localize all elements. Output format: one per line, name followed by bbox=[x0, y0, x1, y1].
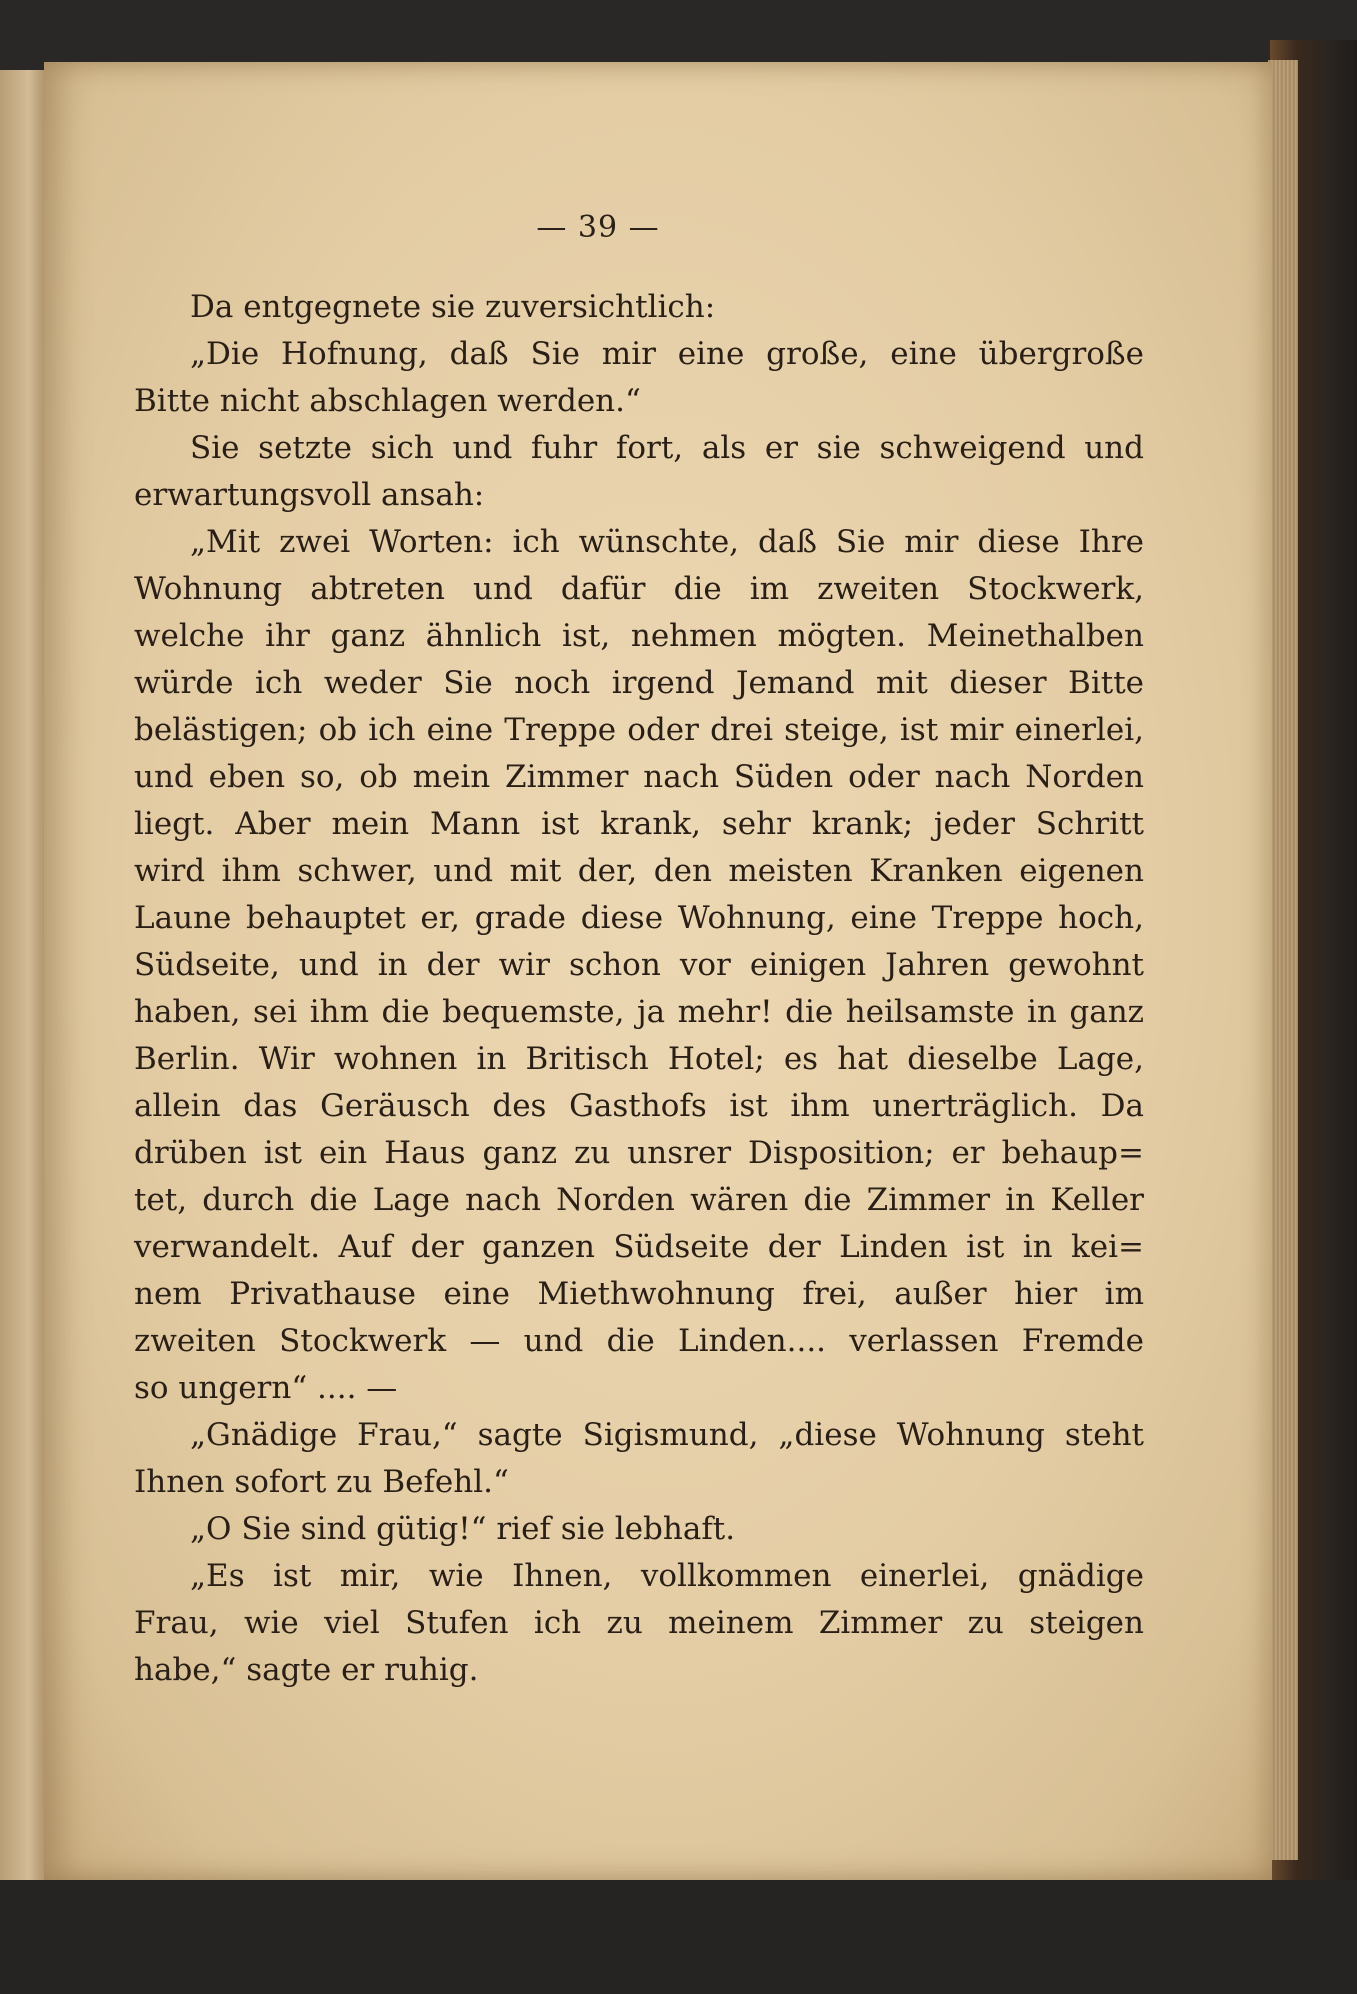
text-line: Frau, wie viel Stufen ich zu meinem Zimmer zu steigen bbox=[134, 1605, 1144, 1641]
text-line: wird ihm schwer, und mit der, den meisten Kranken eigenen bbox=[134, 853, 1144, 889]
text-line: „Gnädige Frau,“ sagte Sigismund, „diese Wohnung steht bbox=[190, 1417, 1144, 1453]
text-line: erwartungsvoll ansah: bbox=[134, 477, 485, 513]
text-line: Sie setzte sich und fuhr fort, als er sie schweigend und bbox=[190, 430, 1144, 466]
text-line: Laune behauptet er, grade diese Wohnung, eine Treppe hoch, bbox=[134, 900, 1144, 936]
text-line: „Die Hofnung, daß Sie mir eine große, eine übergroße bbox=[190, 336, 1144, 372]
page-block-edge bbox=[1268, 60, 1298, 1860]
text-line: verwandelt. Auf der ganzen Südseite der Linden ist in kei= bbox=[134, 1229, 1144, 1265]
text-line: „Mit zwei Worten: ich wünschte, daß Sie mir diese Ihre bbox=[190, 524, 1144, 560]
text-line: welche ihr ganz ähnlich ist, nehmen mögten. Meinethalben bbox=[134, 618, 1144, 654]
text-line: Bitte nicht abschlagen werden.“ bbox=[134, 383, 641, 419]
book-page bbox=[44, 62, 1272, 1880]
text-line: nem Privathause eine Miethwohnung frei, außer hier im bbox=[134, 1276, 1144, 1312]
page-number: — 39 — bbox=[536, 210, 660, 245]
text-line: belästigen; ob ich eine Treppe oder drei steige, ist mir einerlei, bbox=[134, 712, 1144, 748]
text-line: Wohnung abtreten und dafür die im zweiten Stockwerk, bbox=[134, 571, 1144, 607]
text-line: würde ich weder Sie noch irgend Jemand mit dieser Bitte bbox=[134, 665, 1144, 701]
text-line: und eben so, ob mein Zimmer nach Süden oder nach Norden bbox=[134, 759, 1144, 795]
text-line: tet, durch die Lage nach Norden wären die Zimmer in Keller bbox=[134, 1182, 1144, 1218]
body-text bbox=[134, 284, 1144, 1694]
text-line: drüben ist ein Haus ganz zu unsrer Disposition; er behaup= bbox=[134, 1135, 1144, 1171]
text-line: Südseite, und in der wir schon vor einigen Jahren gewohnt bbox=[134, 947, 1144, 983]
text-line: Ihnen sofort zu Befehl.“ bbox=[134, 1464, 509, 1500]
text-line: „Es ist mir, wie Ihnen, vollkommen einerlei, gnädige bbox=[190, 1558, 1144, 1594]
text-line: so ungern“ .... — bbox=[134, 1370, 398, 1406]
text-line: „O Sie sind gütig!“ rief sie lebhaft. bbox=[190, 1511, 736, 1547]
scan-background bbox=[0, 1880, 1357, 1994]
text-line: haben, sei ihm die bequemste, ja mehr! die heilsamste in ganz bbox=[134, 994, 1144, 1030]
text-line: allein das Geräusch des Gasthofs ist ihm unerträglich. Da bbox=[134, 1088, 1144, 1124]
text-line: habe,“ sagte er ruhig. bbox=[134, 1652, 479, 1688]
text-line: Berlin. Wir wohnen in Britisch Hotel; es hat dieselbe Lage, bbox=[134, 1041, 1144, 1077]
text-line: liegt. Aber mein Mann ist krank, sehr krank; jeder Schritt bbox=[134, 806, 1144, 842]
text-line: zweiten Stockwerk — und die Linden.... verlassen Fremde bbox=[134, 1323, 1144, 1359]
text-line: Da entgegnete sie zuversichtlich: bbox=[190, 289, 716, 325]
previous-page-edge bbox=[0, 70, 48, 1880]
